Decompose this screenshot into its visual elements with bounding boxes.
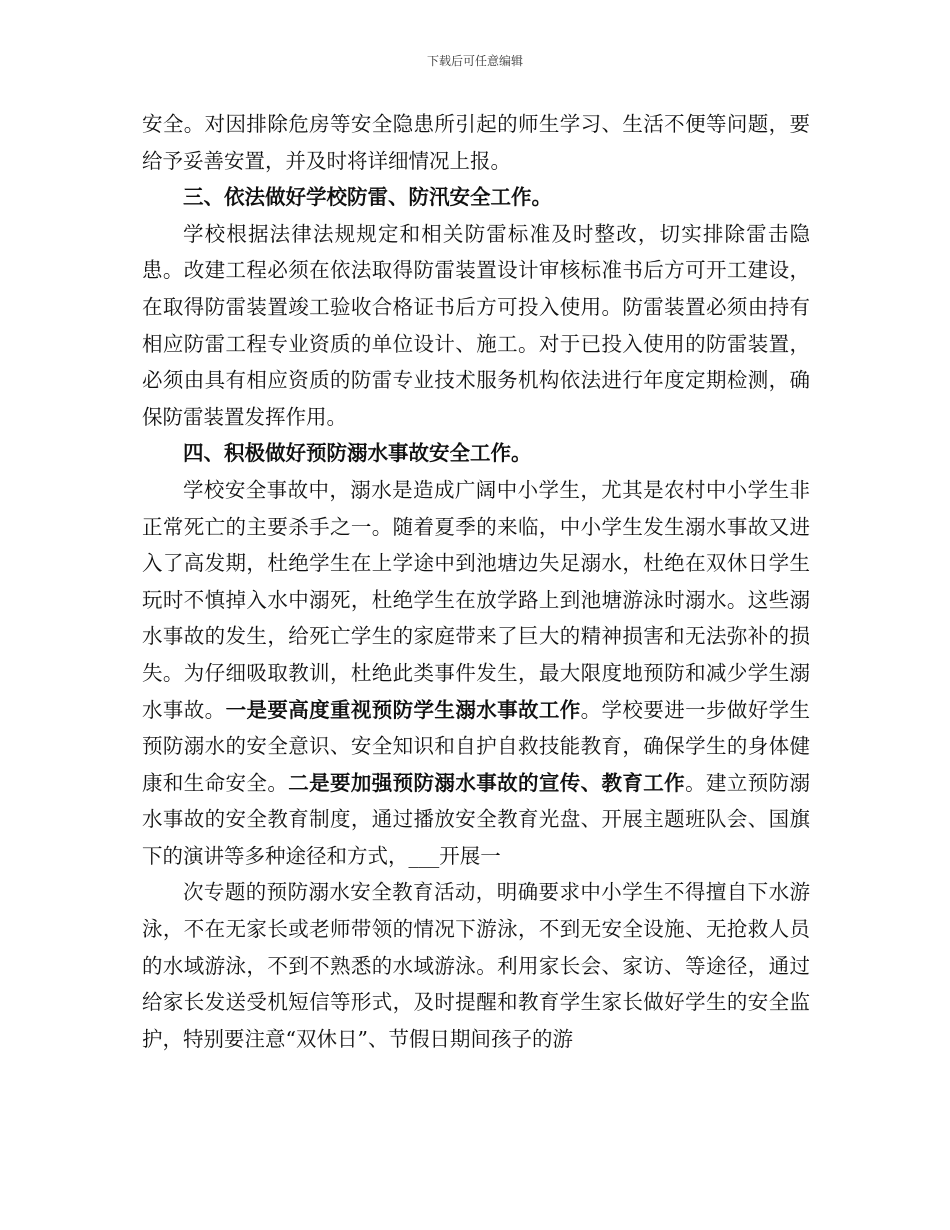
document-body xyxy=(142,106,810,1057)
paragraph-education-activity: 次专题的预防溺水安全教育活动，明确要求中小学生不得擅自下水游泳，不在无家长或老师带领的情况下游泳，不到无安全设施、无抢救人员的水域游泳，不到不熟悉的水域游泳。利用家长会、家访、等途径，通过给家长发送受机短信等形式，及时提醒和教育学生家长做好学生的安全监护，特别要注意“双休日”、节假日期间孩子的游 xyxy=(142,880,810,1051)
text-run: 。建立预防溺水事故的安全教育制度，通过播放安全教育光盘、开展主题班队会、国旗下的演讲等多种途径和方式， xyxy=(142,770,811,868)
paragraph-continuation: 安全。对因排除危房等安全隐患所引起的师生学习、生活不便等问题，要给予妥善安置，并及时将详细情况上报。 xyxy=(142,112,810,173)
text-run: 学校安全事故中，溺水是造成广阔中小学生，尤其是农村中小学生非正常死亡的主要杀手之一。随着夏季的来临，中小学生发生溺水事故又进入了高发期，杜绝学生在上学途中到池塘边失足溺水，杜绝在双休日学生玩时不慎掉入水中溺死，杜绝学生在放学路上到池塘游泳时溺水。这些溺水事故的发生，给死亡学生的家庭带来了巨大的精神损害和无法弥补的损失。为仔细吸取教训，杜绝此类事件发生，最大限度地预防和减少学生溺水事故。 xyxy=(142,477,810,722)
text-run: 。学校要进一步做好学生预防溺水的安全意识、安全知识和自护自救技能教育，确保学生的身体健康和生命安全。 xyxy=(142,697,811,795)
blank-underline: ___ xyxy=(408,843,440,868)
bold-point-one: 一是要高度重视预防学生溺水事故工作 xyxy=(225,697,581,722)
text-run: 开展一 xyxy=(439,843,501,868)
paragraph-lightning-protection: 学校根据法律法规规定和相关防雷标准及时整改，切实排除雷击隐患。改建工程必须在依法取得防雷装置设计审核标准书后方可开工建设，在取得防雷装置竣工验收合格证书后方可投入使用。防雷装置必须由持有相应防雷工程专业资质的单位设计、施工。对于已投入使用的防雷装置，必须由具有相应资质的防雷专业技术服务机构依法进行年度定期检测，确保防雷装置发挥作用。 xyxy=(142,221,810,429)
page-header: 下载后可任意编辑 xyxy=(426,54,523,68)
section-heading-3: 三、依法做好学校防雷、防汛安全工作。 xyxy=(183,185,552,210)
section-heading-4: 四、积极做好预防溺水事故安全工作。 xyxy=(183,441,532,466)
bold-point-two: 二是要加强预防溺水事故的宣传、教育工作 xyxy=(288,770,686,795)
paragraph-drowning-prevention xyxy=(142,472,810,875)
